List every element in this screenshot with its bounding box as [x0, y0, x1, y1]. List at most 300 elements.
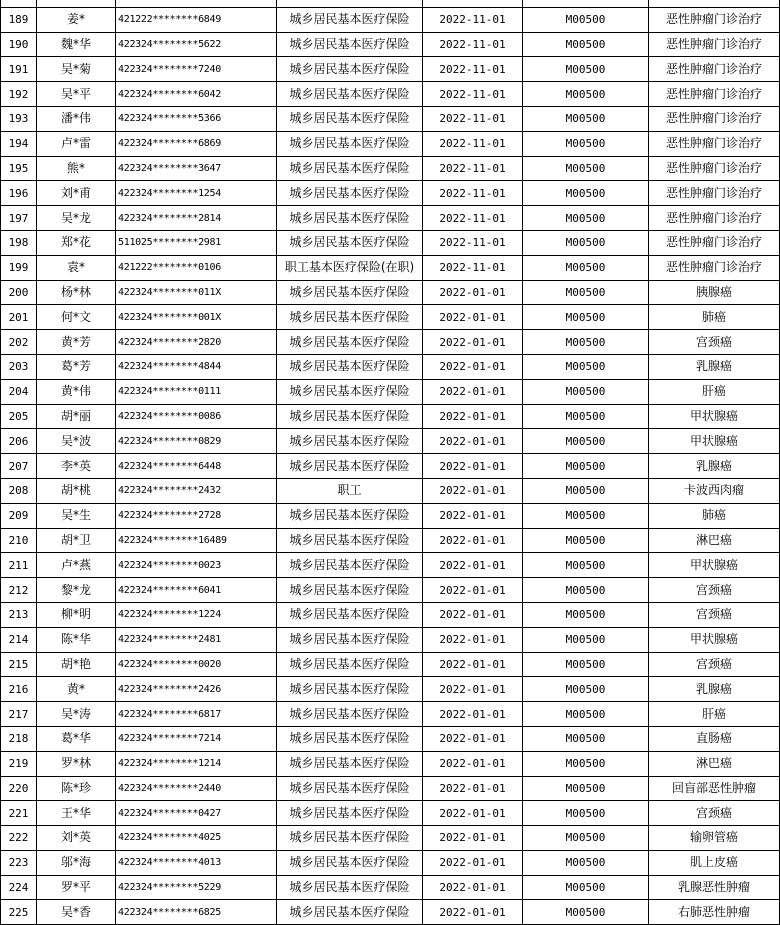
table-row — [1, 627, 780, 652]
id-number-cell: 422324********0023 — [116, 553, 277, 578]
start-date-cell: 2022-11-01 — [423, 106, 523, 131]
table-row — [1, 280, 780, 305]
insurance-type-cell: 城乡居民基本医疗保险 — [277, 677, 423, 702]
insurance-type-cell: 城乡居民基本医疗保险 — [277, 82, 423, 107]
insurance-type-cell: 城乡居民基本医疗保险 — [277, 131, 423, 156]
row-number-cell: 211 — [1, 553, 37, 578]
patient-name-cell: 熊* — [37, 156, 116, 181]
id-number-cell: 422324********2814 — [116, 206, 277, 231]
start-date-cell: 2022-01-01 — [423, 702, 523, 727]
id-number-cell: 422324********001X — [116, 305, 277, 330]
disease-code-cell: M00500 — [523, 156, 649, 181]
patient-name-cell: 吴*涛 — [37, 702, 116, 727]
table-row — [1, 751, 780, 776]
row-number-cell: 199 — [1, 255, 37, 280]
start-date-cell: 2022-11-01 — [423, 7, 523, 32]
row-number-cell: 204 — [1, 379, 37, 404]
row-number-cell: 210 — [1, 528, 37, 553]
id-number-cell: 422324********2728 — [116, 503, 277, 528]
id-number-cell: 422324********7214 — [116, 726, 277, 751]
diagnosis-cell: 恶性肿瘤门诊治疗 — [649, 32, 780, 57]
insurance-type-cell: 城乡居民基本医疗保险 — [277, 875, 423, 900]
diagnosis-cell: 甲状腺癌 — [649, 627, 780, 652]
start-date-cell: 2022-01-01 — [423, 751, 523, 776]
disease-code-cell: M00500 — [523, 131, 649, 156]
row-number-cell: 220 — [1, 776, 37, 801]
diagnosis-cell: 恶性肿瘤门诊治疗 — [649, 255, 780, 280]
table-row — [1, 677, 780, 702]
id-number-cell: 422324********6041 — [116, 578, 277, 603]
diagnosis-cell: 肺癌 — [649, 503, 780, 528]
row-number-cell: 212 — [1, 578, 37, 603]
table-row — [1, 206, 780, 231]
id-number-cell: 422324********4025 — [116, 826, 277, 851]
insurance-type-cell: 城乡居民基本医疗保险 — [277, 826, 423, 851]
table-row — [1, 578, 780, 603]
table-row — [1, 553, 780, 578]
diagnosis-cell: 乳腺癌 — [649, 354, 780, 379]
disease-code-cell: M00500 — [523, 7, 649, 32]
patient-name-cell: 胡*桃 — [37, 478, 116, 503]
start-date-cell: 2022-11-01 — [423, 32, 523, 57]
disease-code-cell: M00500 — [523, 553, 649, 578]
id-number-cell: 422324********2426 — [116, 677, 277, 702]
start-date-cell: 2022-01-01 — [423, 528, 523, 553]
start-date-cell: 2022-01-01 — [423, 627, 523, 652]
patient-name-cell: 吴*龙 — [37, 206, 116, 231]
row-number-cell: 200 — [1, 280, 37, 305]
disease-code-cell: M00500 — [523, 57, 649, 82]
id-number-cell: 422324********0829 — [116, 429, 277, 454]
insurance-type-cell: 城乡居民基本医疗保险 — [277, 429, 423, 454]
diagnosis-cell: 甲状腺癌 — [649, 429, 780, 454]
row-number-cell: 218 — [1, 726, 37, 751]
row-number-cell: 190 — [1, 32, 37, 57]
diagnosis-cell: 宫颈癌 — [649, 801, 780, 826]
table-body — [1, 0, 780, 925]
table-row — [1, 255, 780, 280]
table-row — [1, 826, 780, 851]
insurance-type-cell: 城乡居民基本医疗保险 — [277, 354, 423, 379]
start-date-cell: 2022-01-01 — [423, 900, 523, 925]
start-date-cell: 2022-11-01 — [423, 57, 523, 82]
start-date-cell: 2022-01-01 — [423, 826, 523, 851]
row-number-cell: 203 — [1, 354, 37, 379]
id-number-cell: 422324********4844 — [116, 354, 277, 379]
insurance-type-cell: 城乡居民基本医疗保险 — [277, 7, 423, 32]
start-date-cell: 2022-01-01 — [423, 652, 523, 677]
patient-name-cell: 罗*林 — [37, 751, 116, 776]
diagnosis-cell: 宫颈癌 — [649, 652, 780, 677]
table-row — [1, 330, 780, 355]
start-date-cell: 2022-11-01 — [423, 156, 523, 181]
row-number-cell: 217 — [1, 702, 37, 727]
start-date-cell: 2022-01-01 — [423, 478, 523, 503]
start-date-cell: 2022-01-01 — [423, 726, 523, 751]
patient-name-cell: 黄*伟 — [37, 379, 116, 404]
table-row — [1, 379, 780, 404]
insurance-type-cell: 城乡居民基本医疗保险 — [277, 850, 423, 875]
table-row — [1, 82, 780, 107]
disease-code-cell: M00500 — [523, 751, 649, 776]
patient-name-cell: 刘*甫 — [37, 181, 116, 206]
row-number-cell: 223 — [1, 850, 37, 875]
table-row — [1, 429, 780, 454]
patient-name-cell: 胡*卫 — [37, 528, 116, 553]
table-row — [1, 875, 780, 900]
diagnosis-cell: 宫颈癌 — [649, 330, 780, 355]
table-row — [1, 776, 780, 801]
table-row — [1, 478, 780, 503]
disease-code-cell: M00500 — [523, 32, 649, 57]
diagnosis-cell: 卡波西肉瘤 — [649, 478, 780, 503]
disease-code-cell: M00500 — [523, 776, 649, 801]
patient-name-cell: 葛*芳 — [37, 354, 116, 379]
table-row — [1, 528, 780, 553]
id-number-cell: 422324********2432 — [116, 478, 277, 503]
row-number-cell: 216 — [1, 677, 37, 702]
insurance-type-cell: 职工 — [277, 478, 423, 503]
disease-code-cell: M00500 — [523, 875, 649, 900]
insurance-type-cell: 城乡居民基本医疗保险 — [277, 32, 423, 57]
table-row — [1, 850, 780, 875]
disease-code-cell: M00500 — [523, 602, 649, 627]
diagnosis-cell: 肌上皮癌 — [649, 850, 780, 875]
diagnosis-cell: 胰腺癌 — [649, 280, 780, 305]
start-date-cell: 2022-11-01 — [423, 206, 523, 231]
start-date-cell: 2022-01-01 — [423, 850, 523, 875]
table-row — [1, 57, 780, 82]
table-row — [1, 106, 780, 131]
table-row — [1, 726, 780, 751]
row-number-cell: 222 — [1, 826, 37, 851]
id-number-cell: 422324********1214 — [116, 751, 277, 776]
disease-code-cell: M00500 — [523, 726, 649, 751]
patient-name-cell: 郑*花 — [37, 230, 116, 255]
disease-code-cell: M00500 — [523, 379, 649, 404]
id-number-cell: 421222********0106 — [116, 255, 277, 280]
patient-name-cell: 杨*林 — [37, 280, 116, 305]
patient-name-cell: 邬*海 — [37, 850, 116, 875]
row-number-cell: 225 — [1, 900, 37, 925]
insurance-type-cell: 城乡居民基本医疗保险 — [277, 305, 423, 330]
disease-code-cell: M00500 — [523, 900, 649, 925]
diagnosis-cell: 乳腺癌 — [649, 677, 780, 702]
patient-name-cell: 吴*生 — [37, 503, 116, 528]
patient-name-cell: 罗*平 — [37, 875, 116, 900]
start-date-cell: 2022-11-01 — [423, 82, 523, 107]
row-number-cell: 213 — [1, 602, 37, 627]
row-number-cell: 195 — [1, 156, 37, 181]
id-number-cell: 511025********2981 — [116, 230, 277, 255]
patient-name-cell: 黄*芳 — [37, 330, 116, 355]
start-date-cell: 2022-11-01 — [423, 131, 523, 156]
start-date-cell: 2022-01-01 — [423, 305, 523, 330]
insurance-type-cell: 城乡居民基本医疗保险 — [277, 776, 423, 801]
disease-code-cell: M00500 — [523, 280, 649, 305]
disease-code-cell: M00500 — [523, 478, 649, 503]
table-row — [1, 181, 780, 206]
row-number-cell: 214 — [1, 627, 37, 652]
patient-name-cell: 姜* — [37, 7, 116, 32]
insurance-type-cell: 城乡居民基本医疗保险 — [277, 280, 423, 305]
diagnosis-cell: 右肺恶性肿瘤 — [649, 900, 780, 925]
diagnosis-cell: 恶性肿瘤门诊治疗 — [649, 156, 780, 181]
start-date-cell: 2022-01-01 — [423, 429, 523, 454]
diagnosis-cell: 乳腺恶性肿瘤 — [649, 875, 780, 900]
disease-code-cell: M00500 — [523, 404, 649, 429]
start-date-cell: 2022-01-01 — [423, 404, 523, 429]
row-number-cell: 189 — [1, 7, 37, 32]
patient-name-cell: 陈*华 — [37, 627, 116, 652]
id-number-cell: 422324********2440 — [116, 776, 277, 801]
start-date-cell: 2022-01-01 — [423, 801, 523, 826]
id-number-cell: 422324********2820 — [116, 330, 277, 355]
diagnosis-cell: 宫颈癌 — [649, 578, 780, 603]
disease-code-cell: M00500 — [523, 206, 649, 231]
disease-code-cell: M00500 — [523, 330, 649, 355]
row-number-cell: 206 — [1, 429, 37, 454]
insurance-type-cell: 城乡居民基本医疗保险 — [277, 602, 423, 627]
table-row — [1, 131, 780, 156]
row-number-cell: 205 — [1, 404, 37, 429]
disease-code-cell: M00500 — [523, 230, 649, 255]
diagnosis-cell: 直肠癌 — [649, 726, 780, 751]
start-date-cell: 2022-01-01 — [423, 602, 523, 627]
id-number-cell: 422324********1224 — [116, 602, 277, 627]
table-row — [1, 652, 780, 677]
row-number-cell: 209 — [1, 503, 37, 528]
disease-code-cell: M00500 — [523, 82, 649, 107]
insurance-type-cell: 城乡居民基本医疗保险 — [277, 404, 423, 429]
diagnosis-cell: 宫颈癌 — [649, 602, 780, 627]
patient-name-cell: 柳*明 — [37, 602, 116, 627]
insurance-type-cell: 城乡居民基本医疗保险 — [277, 156, 423, 181]
insurance-type-cell: 城乡居民基本医疗保险 — [277, 553, 423, 578]
id-number-cell: 422324********0020 — [116, 652, 277, 677]
insurance-type-cell: 城乡居民基本医疗保险 — [277, 726, 423, 751]
disease-code-cell: M00500 — [523, 354, 649, 379]
patient-name-cell: 胡*艳 — [37, 652, 116, 677]
table-row — [1, 503, 780, 528]
insurance-type-cell: 城乡居民基本医疗保险 — [277, 801, 423, 826]
table-row — [1, 7, 780, 32]
id-number-cell: 422324********16489 — [116, 528, 277, 553]
disease-code-cell: M00500 — [523, 181, 649, 206]
patient-name-cell: 陈*珍 — [37, 776, 116, 801]
disease-code-cell: M00500 — [523, 677, 649, 702]
diagnosis-cell: 肝癌 — [649, 379, 780, 404]
table-row — [1, 404, 780, 429]
diagnosis-cell: 恶性肿瘤门诊治疗 — [649, 230, 780, 255]
disease-code-cell: M00500 — [523, 305, 649, 330]
insurance-type-cell: 城乡居民基本医疗保险 — [277, 454, 423, 479]
disease-code-cell: M00500 — [523, 652, 649, 677]
disease-code-cell: M00500 — [523, 429, 649, 454]
patient-name-cell: 黄* — [37, 677, 116, 702]
insurance-type-cell: 城乡居民基本医疗保险 — [277, 206, 423, 231]
patient-name-cell: 魏*华 — [37, 32, 116, 57]
patient-name-cell: 潘*伟 — [37, 106, 116, 131]
id-number-cell: 422324********0111 — [116, 379, 277, 404]
patient-name-cell — [37, 0, 116, 7]
diagnosis-cell: 甲状腺癌 — [649, 404, 780, 429]
start-date-cell: 2022-01-01 — [423, 503, 523, 528]
diagnosis-cell: 恶性肿瘤门诊治疗 — [649, 206, 780, 231]
disease-code-cell: M00500 — [523, 503, 649, 528]
diagnosis-cell: 恶性肿瘤门诊治疗 — [649, 7, 780, 32]
id-number-cell — [116, 0, 277, 7]
disease-code-cell: M00500 — [523, 106, 649, 131]
start-date-cell: 2022-11-01 — [423, 255, 523, 280]
diagnosis-cell: 恶性肿瘤门诊治疗 — [649, 82, 780, 107]
start-date-cell: 2022-01-01 — [423, 578, 523, 603]
table-row — [1, 801, 780, 826]
table-row — [1, 900, 780, 925]
insurance-type-cell: 城乡居民基本医疗保险 — [277, 702, 423, 727]
patient-name-cell: 王*华 — [37, 801, 116, 826]
patient-name-cell: 李*英 — [37, 454, 116, 479]
patient-name-cell: 何*文 — [37, 305, 116, 330]
diagnosis-cell: 恶性肿瘤门诊治疗 — [649, 106, 780, 131]
row-number-cell: 224 — [1, 875, 37, 900]
insurance-type-cell — [277, 0, 423, 7]
diagnosis-cell: 回盲部恶性肿瘤 — [649, 776, 780, 801]
table-row — [1, 602, 780, 627]
id-number-cell: 422324********3647 — [116, 156, 277, 181]
disease-code-cell: M00500 — [523, 826, 649, 851]
disease-code-cell: M00500 — [523, 454, 649, 479]
table-row — [1, 0, 780, 7]
row-number-cell: 196 — [1, 181, 37, 206]
row-number-cell: 201 — [1, 305, 37, 330]
diagnosis-cell: 淋巴癌 — [649, 751, 780, 776]
disease-code-cell — [523, 0, 649, 7]
diagnosis-cell — [649, 0, 780, 7]
id-number-cell: 422324********5229 — [116, 875, 277, 900]
table-row — [1, 230, 780, 255]
id-number-cell: 422324********7240 — [116, 57, 277, 82]
start-date-cell: 2022-11-01 — [423, 181, 523, 206]
id-number-cell: 422324********6448 — [116, 454, 277, 479]
patient-name-cell: 卢*雷 — [37, 131, 116, 156]
patient-name-cell: 袁* — [37, 255, 116, 280]
row-number-cell — [1, 0, 37, 7]
row-number-cell: 193 — [1, 106, 37, 131]
id-number-cell: 422324********4013 — [116, 850, 277, 875]
table-row — [1, 454, 780, 479]
diagnosis-cell: 淋巴癌 — [649, 528, 780, 553]
disease-code-cell: M00500 — [523, 528, 649, 553]
patient-name-cell: 黎*龙 — [37, 578, 116, 603]
insurance-type-cell: 城乡居民基本医疗保险 — [277, 900, 423, 925]
diagnosis-cell: 甲状腺癌 — [649, 553, 780, 578]
id-number-cell: 422324********6869 — [116, 131, 277, 156]
insurance-type-cell: 城乡居民基本医疗保险 — [277, 627, 423, 652]
id-number-cell: 422324********5622 — [116, 32, 277, 57]
diagnosis-cell: 肺癌 — [649, 305, 780, 330]
row-number-cell: 219 — [1, 751, 37, 776]
id-number-cell: 422324********011X — [116, 280, 277, 305]
diagnosis-cell: 恶性肿瘤门诊治疗 — [649, 131, 780, 156]
patient-name-cell: 卢*燕 — [37, 553, 116, 578]
start-date-cell: 2022-01-01 — [423, 280, 523, 305]
disease-code-cell: M00500 — [523, 627, 649, 652]
insurance-type-cell: 城乡居民基本医疗保险 — [277, 751, 423, 776]
id-number-cell: 422324********0086 — [116, 404, 277, 429]
start-date-cell: 2022-01-01 — [423, 379, 523, 404]
id-number-cell: 422324********2481 — [116, 627, 277, 652]
id-number-cell: 421222********6849 — [116, 7, 277, 32]
id-number-cell: 422324********5366 — [116, 106, 277, 131]
patient-name-cell: 葛*华 — [37, 726, 116, 751]
row-number-cell: 194 — [1, 131, 37, 156]
row-number-cell: 198 — [1, 230, 37, 255]
start-date-cell: 2022-11-01 — [423, 230, 523, 255]
insurance-type-cell: 职工基本医疗保险(在职) — [277, 255, 423, 280]
start-date-cell: 2022-01-01 — [423, 677, 523, 702]
diagnosis-cell: 输卵管癌 — [649, 826, 780, 851]
id-number-cell: 422324********1254 — [116, 181, 277, 206]
insurance-type-cell: 城乡居民基本医疗保险 — [277, 106, 423, 131]
start-date-cell: 2022-01-01 — [423, 330, 523, 355]
start-date-cell: 2022-01-01 — [423, 454, 523, 479]
row-number-cell: 221 — [1, 801, 37, 826]
id-number-cell: 422324********6825 — [116, 900, 277, 925]
disease-code-cell: M00500 — [523, 255, 649, 280]
insurance-type-cell: 城乡居民基本医疗保险 — [277, 330, 423, 355]
patient-name-cell: 胡*丽 — [37, 404, 116, 429]
row-number-cell: 208 — [1, 478, 37, 503]
start-date-cell — [423, 0, 523, 7]
table-row — [1, 156, 780, 181]
patient-name-cell: 吴*平 — [37, 82, 116, 107]
diagnosis-cell: 恶性肿瘤门诊治疗 — [649, 181, 780, 206]
insurance-type-cell: 城乡居民基本医疗保险 — [277, 528, 423, 553]
row-number-cell: 197 — [1, 206, 37, 231]
diagnosis-cell: 肝癌 — [649, 702, 780, 727]
table-row — [1, 305, 780, 330]
id-number-cell: 422324********6817 — [116, 702, 277, 727]
insurance-type-cell: 城乡居民基本医疗保险 — [277, 652, 423, 677]
row-number-cell: 192 — [1, 82, 37, 107]
patient-name-cell: 吴*香 — [37, 900, 116, 925]
id-number-cell: 422324********6042 — [116, 82, 277, 107]
row-number-cell: 191 — [1, 57, 37, 82]
row-number-cell: 207 — [1, 454, 37, 479]
disease-code-cell: M00500 — [523, 702, 649, 727]
id-number-cell: 422324********0427 — [116, 801, 277, 826]
patient-name-cell: 刘*英 — [37, 826, 116, 851]
insurance-type-cell: 城乡居民基本医疗保险 — [277, 379, 423, 404]
start-date-cell: 2022-01-01 — [423, 875, 523, 900]
table-row — [1, 354, 780, 379]
disease-code-cell: M00500 — [523, 850, 649, 875]
table-row — [1, 702, 780, 727]
insurance-type-cell: 城乡居民基本医疗保险 — [277, 578, 423, 603]
patient-name-cell: 吴*波 — [37, 429, 116, 454]
start-date-cell: 2022-01-01 — [423, 354, 523, 379]
patient-name-cell: 吴*菊 — [37, 57, 116, 82]
insurance-type-cell: 城乡居民基本医疗保险 — [277, 181, 423, 206]
diagnosis-cell: 恶性肿瘤门诊治疗 — [649, 57, 780, 82]
disease-code-cell: M00500 — [523, 578, 649, 603]
insurance-type-cell: 城乡居民基本医疗保险 — [277, 503, 423, 528]
row-number-cell: 202 — [1, 330, 37, 355]
row-number-cell: 215 — [1, 652, 37, 677]
insurance-type-cell: 城乡居民基本医疗保险 — [277, 230, 423, 255]
start-date-cell: 2022-01-01 — [423, 553, 523, 578]
